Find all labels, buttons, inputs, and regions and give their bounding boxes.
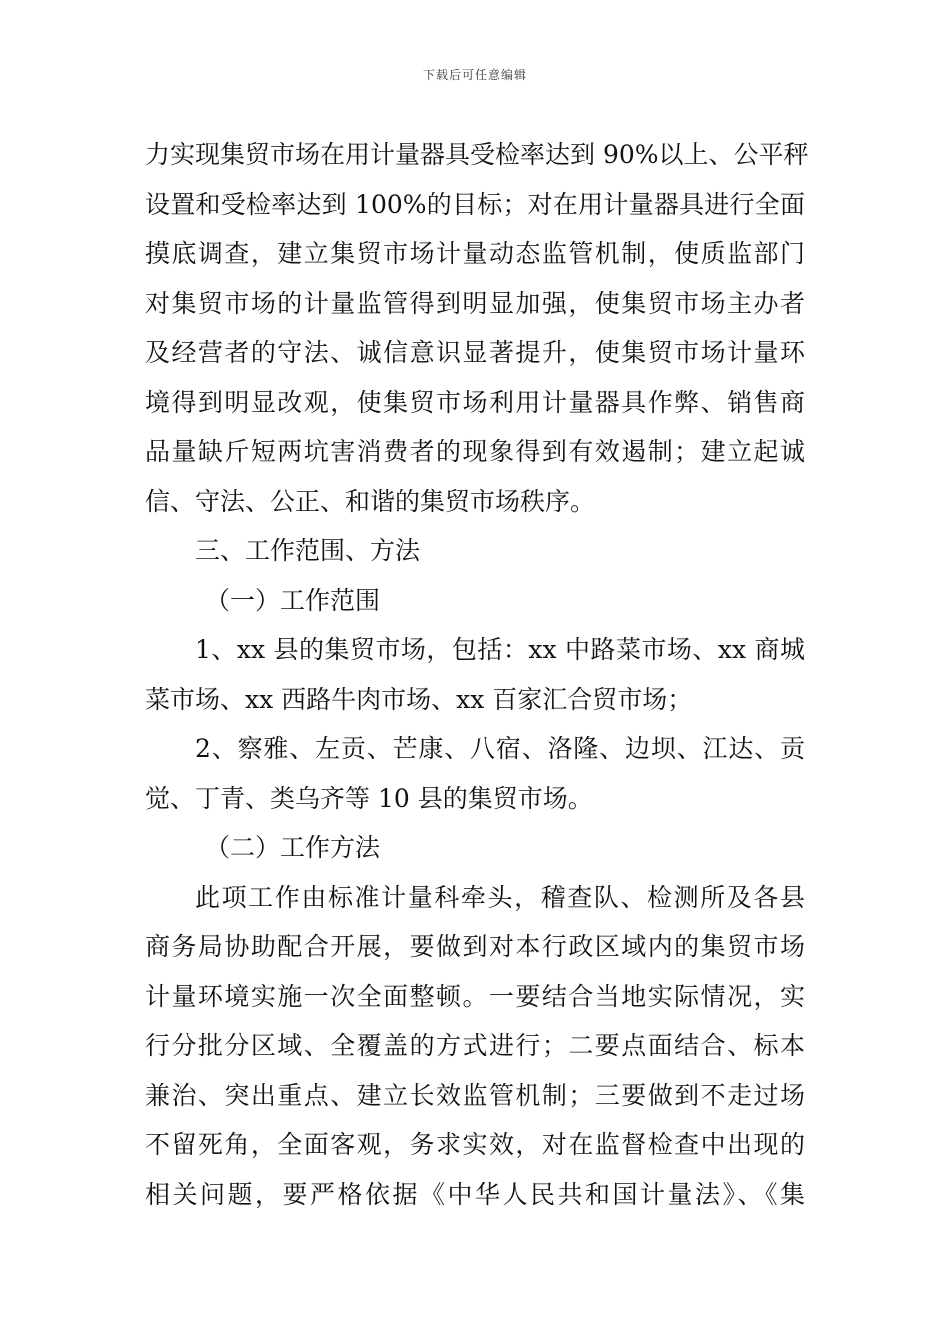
body-line: 品量缺斤短两坑害消费者的现象得到有效遏制；建立起诚	[145, 437, 805, 466]
body-line: 设置和受检率达到 100%的目标；对在用计量器具进行全面	[145, 189, 805, 219]
body-line: 此项工作由标准计量科牵头，稽查队、检测所及各县	[195, 882, 805, 912]
body-line: 信、守法、公正、和谐的集贸市场秩序。	[145, 486, 596, 516]
body-line: 境得到明显改观，使集贸市场利用计量器具作弊、销售商	[145, 387, 805, 417]
body-line: 计量环境实施一次全面整顿。一要结合当地实际情况，实	[145, 981, 805, 1011]
body-line: 摸底调查，建立集贸市场计量动态监管机制，使质监部门	[145, 239, 805, 268]
document-body	[145, 130, 809, 1219]
header-note: 下载后可任意编辑	[422, 68, 527, 82]
subsection-heading: （二）工作方法	[205, 833, 381, 862]
body-line: 力实现集贸市场在用计量器具受检率达到 90%以上、公平秤	[145, 140, 809, 169]
section-heading: 三、工作范围、方法	[195, 536, 421, 565]
body-line: 相关问题，要严格依据《中华人民共和国计量法》、《集	[145, 1179, 805, 1209]
body-line: 商务局协助配合开展，要做到对本行政区域内的集贸市场	[145, 932, 805, 961]
body-line: 兼治、突出重点、建立长效监管机制；三要做到不走过场	[145, 1080, 805, 1110]
body-line: 2、察雅、左贡、芒康、八宿、洛隆、边坝、江达、贡	[195, 734, 805, 763]
body-line: 觉、丁青、类乌齐等 10 县的集贸市场。	[145, 783, 593, 813]
body-line: 不留死角，全面客观，务求实效，对在监督检查中出现的	[145, 1130, 805, 1159]
body-line: 对集贸市场的计量监管得到明显加强，使集贸市场主办者	[145, 288, 805, 318]
body-line: 菜市场、xx 西路牛肉市场、xx 百家汇合贸市场；	[145, 684, 693, 714]
subsection-heading: （一）工作范围	[205, 585, 381, 615]
body-line: 1、xx 县的集贸市场，包括：xx 中路菜市场、xx 商城	[195, 635, 805, 664]
body-line: 行分批分区域、全覆盖的方式进行；二要点面结合、标本	[145, 1031, 805, 1060]
body-line: 及经营者的守法、诚信意识显著提升，使集贸市场计量环	[145, 338, 805, 367]
